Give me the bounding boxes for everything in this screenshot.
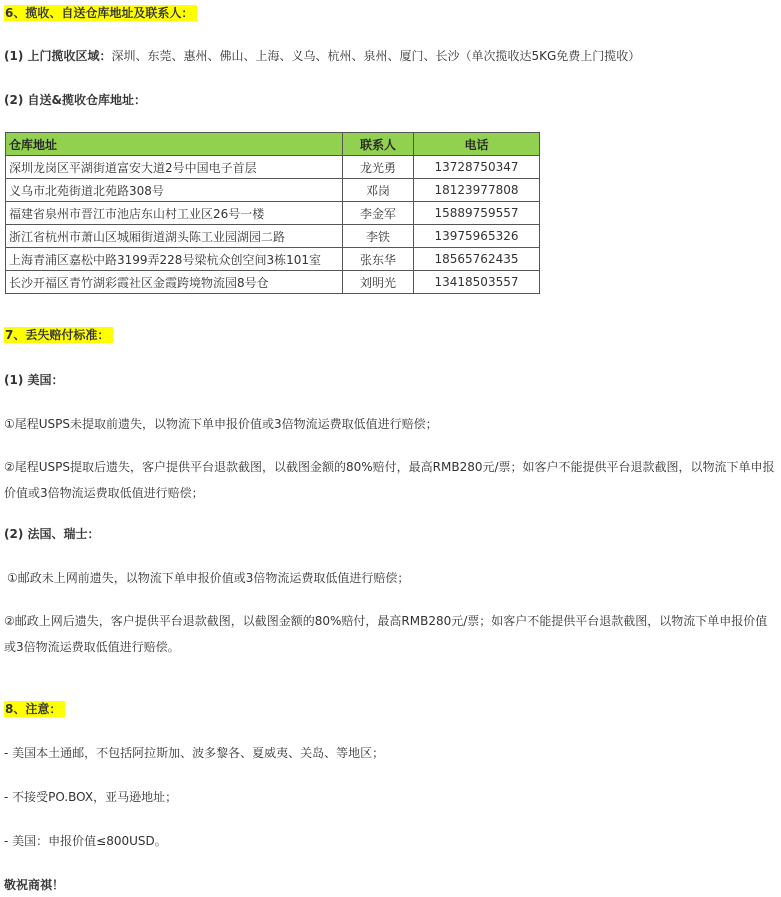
table-row: [6, 156, 540, 179]
fr-ch-label: (2) 法国、瑞士：: [4, 527, 100, 541]
cell-phone: 13418503557: [414, 271, 540, 294]
table-row: [6, 225, 540, 248]
cell-contact: 张东华: [343, 248, 414, 271]
table-row: [6, 202, 540, 225]
section-6-heading: 6、揽收、自送仓库地址及联系人：: [4, 4, 197, 22]
fr-rule-1: ①邮政未上网前遗失，以物流下单申报价值或3倍物流运费取低值进行赔偿；: [7, 571, 410, 585]
warehouse-table: [5, 132, 540, 294]
cell-contact: 刘明光: [343, 271, 414, 294]
selfsend-label: (2) 自送&揽收仓库地址：: [4, 93, 146, 107]
us-rule-1: ①尾程USPS未提取前遗失，以物流下单申报价值或3倍物流运费取低值进行赔偿；: [4, 417, 438, 431]
cell-contact: 李金军: [343, 202, 414, 225]
table-header-row: [6, 133, 540, 156]
note-1: - 美国本土通邮，不包括阿拉斯加、波多黎各、夏威夷、关岛、等地区；: [4, 746, 385, 760]
cell-address: 深圳龙岗区平湖街道富安大道2号中国电子首层: [6, 156, 343, 179]
cell-contact: 龙光勇: [343, 156, 414, 179]
col-header-phone: 电话: [414, 133, 540, 156]
table-row: [6, 248, 540, 271]
cell-phone: 13728750347: [414, 156, 540, 179]
section-7-heading: 7、丢失赔付标准：: [4, 326, 113, 344]
section-8-heading: 8、注意：: [4, 700, 65, 718]
table-row: [6, 271, 540, 294]
cell-phone: 15889759557: [414, 202, 540, 225]
note-3: - 美国：申报价值≤800USD。: [4, 834, 167, 848]
cell-contact: 邓岗: [343, 179, 414, 202]
us-rule-2: ②尾程USPS提取后遗失，客户提供平台退款截图，以截图金额的80%赔付，最高RMB280元/票；如客户不能提供平台退款截图，以物流下单申报价值或3倍物流运费取低值进行赔偿；: [4, 460, 775, 500]
cell-address: 义乌市北苑街道北苑路308号: [6, 179, 343, 202]
pickup-area-text: 深圳、东莞、惠州、佛山、上海、义乌、杭州、泉州、厦门、长沙（单次揽收达5KG免费上门揽收）: [111, 49, 641, 63]
pickup-area-label: (1) 上门揽收区域：: [4, 49, 112, 63]
cell-phone: 18123977808: [414, 179, 540, 202]
us-label: (1) 美国：: [4, 373, 64, 387]
cell-address: 长沙开福区青竹湖彩霞社区金霞跨境物流园8号仓: [6, 271, 343, 294]
closing-text: 敬祝商祺！: [4, 878, 65, 892]
table-row: [6, 179, 540, 202]
cell-address: 浙江省杭州市萧山区城厢街道湖头陈工业园湖园二路: [6, 225, 343, 248]
pickup-area-line: [4, 47, 640, 65]
cell-phone: 13975965326: [414, 225, 540, 248]
col-header-address: 仓库地址: [6, 133, 343, 156]
fr-rule-2: ②邮政上网后遗失，客户提供平台退款截图，以截图金额的80%赔付，最高RMB280元/票；如客户不能提供平台退款截图，以物流下单申报价值或3倍物流运费取低值进行赔偿。: [4, 614, 768, 654]
note-2: - 不接受PO.BOX，亚马逊地址；: [4, 790, 178, 804]
cell-contact: 李铁: [343, 225, 414, 248]
col-header-contact: 联系人: [343, 133, 414, 156]
cell-phone: 18565762435: [414, 248, 540, 271]
cell-address: 福建省泉州市晋江市池店东山村工业区26号一楼: [6, 202, 343, 225]
cell-address: 上海青浦区嘉松中路3199弄228号梁杭众创空间3栋101室: [6, 248, 343, 271]
